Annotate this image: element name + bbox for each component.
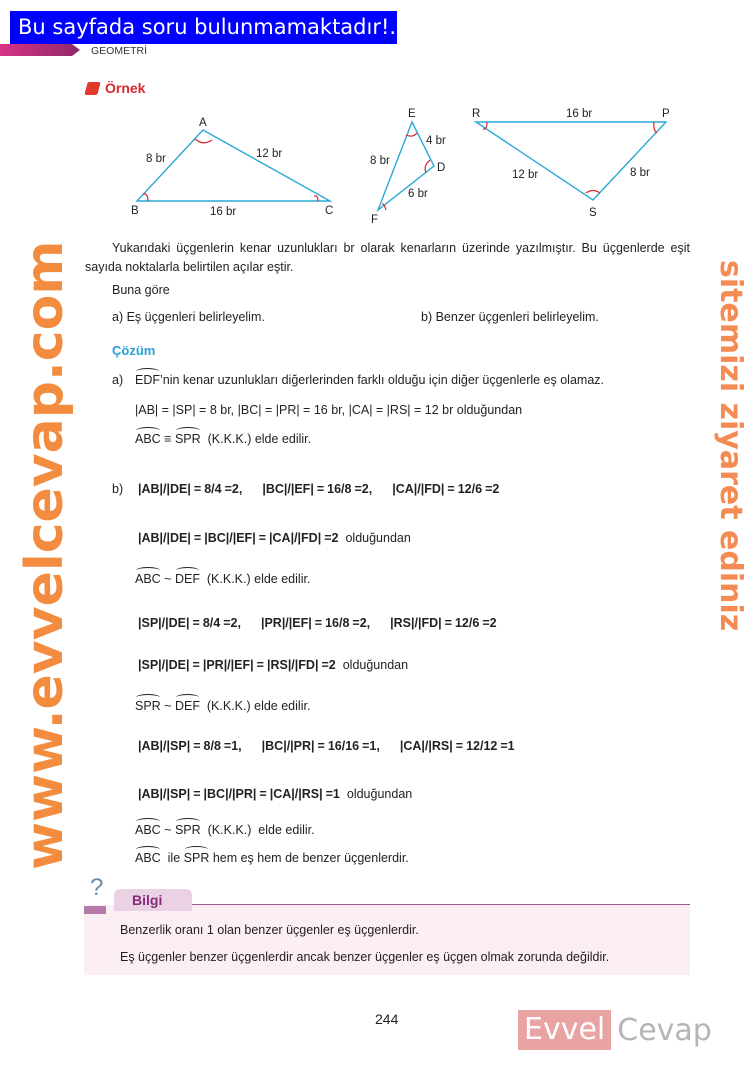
ratio-token: =1, — [223, 739, 242, 753]
side-bc: 16 br — [210, 206, 237, 218]
triangle-name: EDF — [135, 373, 160, 387]
triangle-name: SPR — [174, 432, 201, 446]
ratio-fraction: |AB|/|SP| — [138, 787, 191, 801]
ratio-token: =2 — [321, 658, 336, 672]
example-heading — [86, 80, 145, 96]
ratio-fraction: |PR|/|EF| — [260, 616, 312, 630]
example-icon — [84, 82, 100, 95]
ratio-token — [244, 615, 258, 631]
ratio-row — [138, 530, 411, 546]
ratio-fraction: 8/4 — [204, 482, 222, 496]
triangle-name: SPR — [135, 699, 161, 713]
vertex-d: D — [437, 162, 446, 174]
solution-b-label: b) — [112, 482, 124, 496]
triangle-name: DEF — [174, 699, 200, 713]
ratio-fraction: 12/6 — [454, 616, 480, 630]
logo-part-1: Evvel — [518, 1010, 611, 1050]
ratio-fraction: 12/6 — [457, 482, 483, 496]
ratio-token: = — [192, 658, 200, 672]
ratio-fraction: |AB|/|DE| — [138, 482, 191, 496]
ratio-token: = — [314, 616, 323, 630]
ratio-token: olduğundan — [342, 658, 409, 672]
ratio-row — [138, 615, 497, 631]
side-ef: 8 br — [370, 155, 390, 167]
side-ps: 8 br — [630, 167, 650, 179]
ratio-token: = — [259, 787, 267, 801]
side-rp: 16 br — [566, 108, 593, 120]
ratio-token: = — [193, 787, 201, 801]
watermark-sub: sitemizi ziyaret ediniz — [713, 260, 748, 632]
ratio-fraction: |SP|/|DE| — [138, 658, 190, 672]
side-ab: 8 br — [146, 153, 166, 165]
ratio-fraction: |BC|/|PR| — [203, 787, 257, 801]
conclusion-final — [135, 851, 409, 865]
ratio-fraction: 16/8 — [327, 482, 352, 496]
question-a: a) Eş üçgenleri belirleyelim. — [112, 310, 265, 324]
page-number: 244 — [375, 1011, 399, 1027]
ratio-token: = — [256, 658, 264, 672]
ratio-token: = — [317, 739, 325, 753]
vertex-b: B — [131, 205, 139, 217]
ratio-fraction: |CA|/|FD| — [269, 531, 322, 545]
ratio-fraction: |PR|/|EF| — [202, 658, 254, 672]
text: ~ — [160, 572, 175, 586]
ratio-fraction: 16/8 — [325, 616, 350, 630]
logo-part-2: Cevap — [617, 1012, 712, 1048]
ratio-row — [138, 786, 412, 802]
ratio-fraction: 12/12 — [466, 739, 498, 753]
solution-title: Çözüm — [112, 343, 156, 358]
angle-marks — [143, 122, 657, 210]
question-prompt: Buna göre — [112, 283, 170, 297]
ratio-fraction: |BC|/|EF| — [262, 482, 314, 496]
info-line-1: Benzerlik oranı 1 olan benzer üçgenler eş üçgenlerdir. — [120, 923, 419, 937]
side-df: 6 br — [408, 188, 428, 200]
side-rs: 12 br — [512, 169, 539, 181]
text: ≡ — [160, 432, 175, 446]
question-paragraph: Yukarıdaki üçgenlerin kenar uzunlukları br olarak kenarların üzerinde yazılmıştır. Bu üçgenlerde eşit sayıda noktalarla belirtilen açılar eştir. — [85, 241, 690, 274]
ratio-fraction: |BC|/|EF| — [204, 531, 256, 545]
triangle-name: SPR — [174, 823, 201, 837]
vertex-s: S — [589, 207, 597, 219]
info-divider — [190, 904, 690, 905]
triangle-name: DEF — [174, 572, 200, 586]
ratio-token: =2, — [354, 482, 373, 496]
vertex-r: R — [472, 108, 481, 120]
text: (K.K.K.) elde edilir. — [199, 699, 311, 713]
ratio-fraction: |CA|/|RS| — [399, 739, 453, 753]
ratio-token: = — [316, 482, 325, 496]
triangle-name: ABC — [135, 851, 161, 865]
ratio-token: = — [447, 482, 455, 496]
ratio-fraction: |RS|/|FD| — [390, 616, 442, 630]
ratio-row — [138, 481, 499, 497]
ratio-fraction: |AB|/|SP| — [138, 739, 191, 753]
ratio-fraction: |AB|/|DE| — [138, 531, 191, 545]
ratio-fraction: 8/4 — [202, 616, 221, 630]
evvelcevap-logo — [518, 1010, 712, 1050]
ratio-token: =2 — [324, 531, 339, 545]
text: ~ — [160, 823, 175, 837]
ratio-fraction: |CA|/|RS| — [269, 787, 323, 801]
conclusion-a — [135, 432, 311, 446]
ratio-fraction: 16/16 — [327, 739, 360, 753]
ratio-token: =2, — [224, 482, 243, 496]
text: ~ — [160, 699, 175, 713]
solution-a-label: a) — [112, 373, 124, 387]
vertex-e: E — [408, 108, 416, 120]
text: ’nin kenar uzunlukları diğerlerinden farklı olduğu için diğer üçgenlerle eş olamaz. — [160, 373, 605, 387]
vertex-a: A — [199, 117, 207, 129]
ratio-token: =1 — [500, 739, 515, 753]
side-ed: 4 br — [426, 135, 446, 147]
info-title: Bilgi — [132, 892, 163, 908]
ratio-token: = — [192, 616, 200, 630]
conclusion-b2 — [135, 699, 310, 713]
triangles-figure — [0, 100, 756, 230]
triangle-name: SPR — [183, 851, 210, 865]
ratio-token: =1, — [362, 739, 380, 753]
vertex-f: F — [371, 214, 379, 226]
text: (K.K.K.) elde edilir. — [200, 432, 312, 446]
magnifier-question-icon: ? — [90, 874, 104, 901]
text: (K.K.K.) elde edilir. — [199, 572, 311, 586]
ratio-row — [138, 738, 515, 754]
solution-a-line1 — [135, 373, 604, 387]
ratio-token — [245, 481, 259, 497]
text: ile — [160, 851, 184, 865]
triangle-rps — [476, 122, 666, 200]
solution-a-line2: |AB| = |SP| = 8 br, |BC| = |PR| = 16 br, |CA| = |RS| = 12 br olduğundan — [135, 403, 523, 417]
ratio-fraction: 8/8 — [203, 739, 221, 753]
vertex-c: C — [325, 205, 334, 217]
ratio-token: olduğundan — [346, 787, 413, 801]
conclusion-b1 — [135, 572, 310, 586]
vertex-p: P — [662, 108, 670, 120]
info-tab-accent — [84, 906, 106, 914]
ratio-token: = — [193, 482, 202, 496]
text: (K.K.K.) elde edilir. — [200, 823, 315, 837]
triangle-name: ABC — [135, 432, 161, 446]
ratio-fraction: |RS|/|FD| — [266, 658, 319, 672]
ratio-token: olduğundan — [345, 531, 411, 545]
info-line-2: Eş üçgenler benzer üçgenlerdir ancak benzer üçgenler eş üçgen olmak zorunda değildir. — [120, 950, 610, 964]
triangle-name: ABC — [135, 572, 161, 586]
example-title: Örnek — [105, 80, 146, 96]
conclusion-b3 — [135, 823, 315, 837]
ratio-token: = — [444, 616, 452, 630]
watermark-main: www.evvelcevap.com — [15, 240, 75, 870]
notice-banner: Bu sayfada soru bulunmamaktadır!.. — [10, 11, 397, 44]
ratio-token: =2, — [223, 616, 241, 630]
chapter-ribbon — [0, 44, 80, 56]
question-b: b) Benzer üçgenleri belirleyelim. — [421, 310, 599, 324]
ratio-fraction: |SP|/|DE| — [138, 616, 190, 630]
ratio-token — [383, 738, 397, 754]
ratio-token — [375, 481, 389, 497]
ratio-fraction: |CA|/|FD| — [392, 482, 445, 496]
subject-label: GEOMETRİ — [91, 45, 148, 57]
ratio-token — [373, 615, 387, 631]
ratio-token: = — [455, 739, 464, 753]
ratio-token: =1 — [325, 787, 340, 801]
ratio-row — [138, 657, 408, 673]
ratio-token: =2 — [482, 616, 497, 630]
info-box — [84, 905, 690, 975]
ratio-token: = — [193, 531, 202, 545]
ratio-fraction: |BC|/|PR| — [261, 739, 315, 753]
ratio-token — [245, 738, 259, 754]
ratio-token: = — [193, 739, 201, 753]
ratio-token: = — [258, 531, 267, 545]
text: hem eş hem de benzer üçgenlerdir. — [209, 851, 409, 865]
triangle-name: ABC — [135, 823, 161, 837]
ratio-token: =2, — [352, 616, 371, 630]
triangle-abc — [137, 130, 330, 201]
ratio-token: =2 — [485, 482, 500, 496]
side-ac: 12 br — [256, 148, 283, 160]
